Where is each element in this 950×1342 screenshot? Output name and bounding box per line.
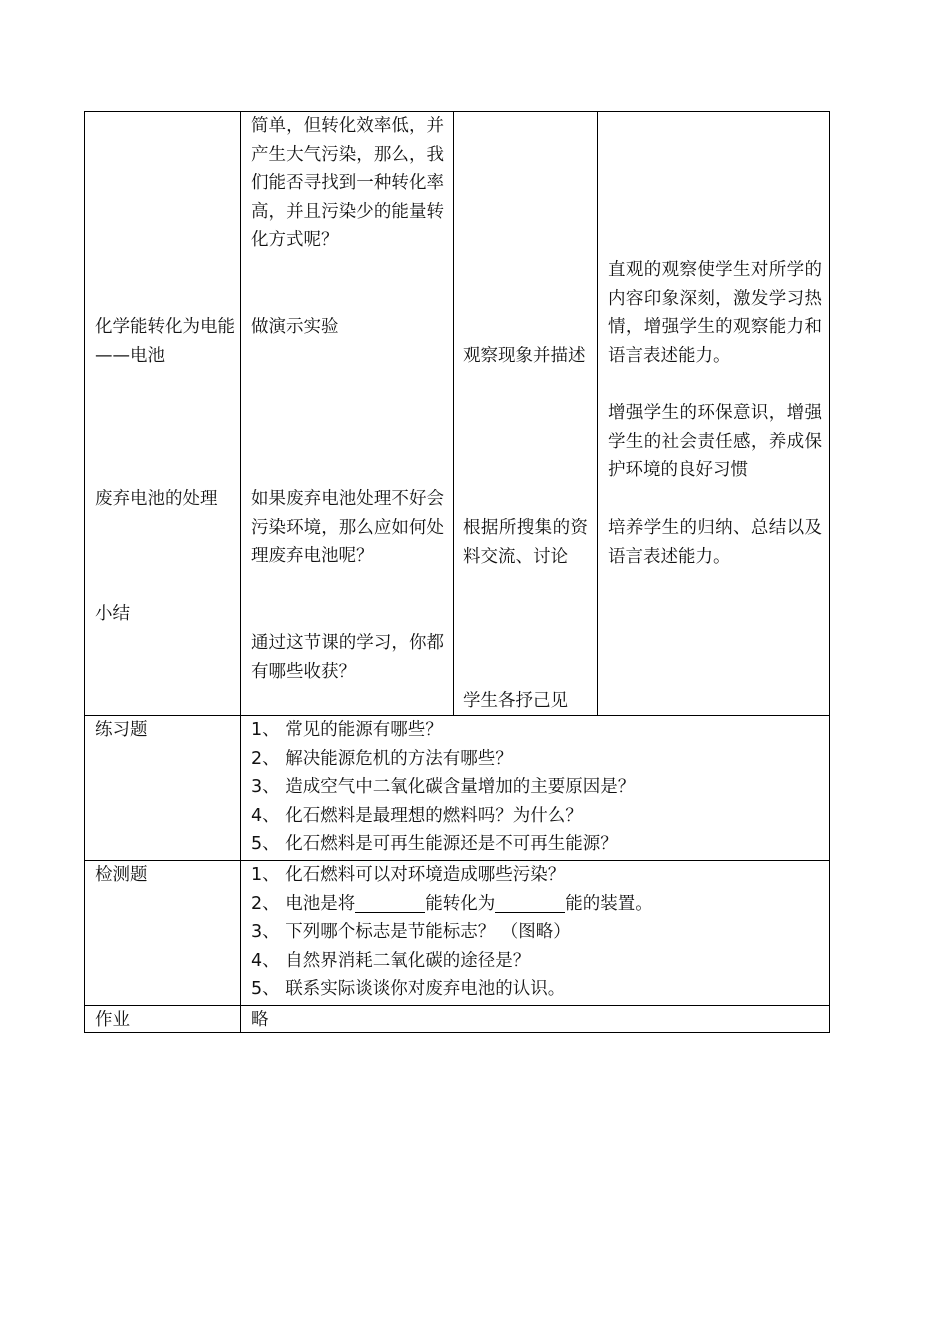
row-divider-homework [84, 1005, 830, 1006]
teacher-demo-text: 做演示实验 [251, 317, 339, 337]
student-discuss-text: 根据所搜集的资料交流、讨论 [463, 518, 588, 567]
test-item2-prefix: 2、 电池是将 [251, 894, 356, 914]
teacher-waste-question: 如果废弃电池处理不好会污染环境，那么应如何处理废弃电池呢？ [251, 489, 444, 566]
student-share-text: 学生各抒己见 [463, 691, 568, 711]
test-item2-mid: 能转化为 [425, 894, 496, 914]
answer-blank [495, 894, 565, 913]
design-purpose-3: 培养学生的归纳、总结以及语言表述能力。 [608, 518, 822, 567]
exercises-label: 练习题 [95, 720, 148, 740]
topic-battery: 化学能转化为电能——电池 [95, 317, 235, 366]
exercise-item: 5、 化石燃料是可再生能源还是不可再生能源？ [251, 834, 618, 854]
column-divider-1 [240, 111, 241, 1033]
teacher-intro-text: 简单，但转化效率低，并产生大气污染，那么，我们能否寻找到一种转化率高，并且污染少的能量转化方式呢？ [251, 116, 444, 250]
exercise-item: 2、 解决能源危机的方法有哪些？ [251, 749, 513, 769]
column-divider-3 [597, 111, 598, 715]
column-divider-2 [453, 111, 454, 715]
student-observe-text: 观察现象并描述 [463, 346, 586, 366]
design-purpose-1: 直观的观察使学生对所学的内容印象深刻，激发学习热情，增强学生的观察能力和语言表述能力。 [608, 260, 822, 366]
homework-label: 作业 [95, 1010, 130, 1030]
answer-blank [355, 894, 425, 913]
design-purpose-2: 增强学生的环保意识，增强学生的社会责任感，养成保护环境的良好习惯 [608, 403, 822, 480]
exercise-item: 1、 常见的能源有哪些？ [251, 720, 443, 740]
exercise-item: 3、 造成空气中二氧化碳含量增加的主要原因是？ [251, 777, 636, 797]
teacher-summary-question: 通过这节课的学习，你都有哪些收获？ [251, 633, 444, 682]
test-item: 3、 下列哪个标志是节能标志？ （图略） [251, 922, 571, 942]
topic-waste-battery: 废弃电池的处理 [95, 489, 218, 509]
test-item-fill-blank [251, 890, 653, 919]
exercise-item: 4、 化石燃料是最理想的燃料吗？为什么？ [251, 806, 583, 826]
test-item: 4、 自然界消耗二氧化碳的途径是？ [251, 951, 531, 971]
homework-value: 略 [251, 1010, 269, 1030]
test-item2-suffix: 能的装置。 [565, 894, 653, 914]
row-divider-exercises [84, 715, 830, 716]
test-item: 5、 联系实际谈谈你对废弃电池的认识。 [251, 979, 566, 999]
test-item: 1、 化石燃料可以对环境造成哪些污染？ [251, 865, 566, 885]
topic-summary: 小结 [95, 604, 130, 624]
tests-label: 检测题 [95, 865, 148, 885]
